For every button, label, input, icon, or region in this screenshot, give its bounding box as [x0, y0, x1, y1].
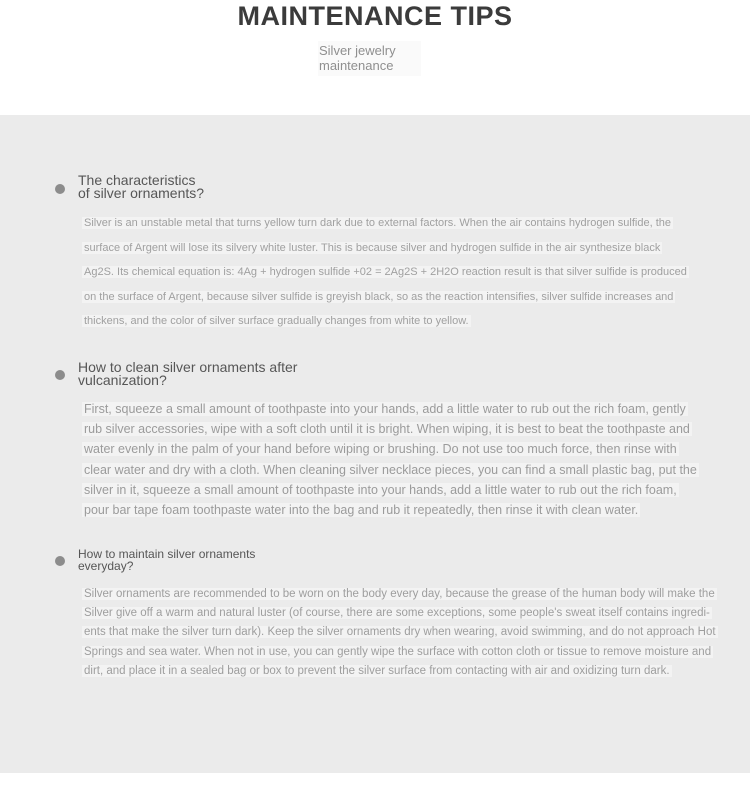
- paragraph-line: [82, 500, 697, 520]
- paragraph-line-text: pour bar tape foam toothpaste water into the bag and rub it repeatedly, then rinse it with clean water.: [84, 503, 639, 518]
- section-2-heading-line-2: vulcanization?: [78, 372, 167, 388]
- section-3-bullet-icon: [55, 556, 65, 566]
- paragraph-line-text: First, squeeze a small amount of toothpaste into your hands, add a little water to rub out the rich foam, gently: [84, 402, 686, 416]
- section-2-paragraph: [82, 399, 697, 520]
- paragraph-line: [82, 211, 697, 236]
- paragraph-line-text: on the surface of Argent, because silver sulfide is greyish black, so as the reaction intensifies, silver sulfide increases and: [84, 290, 674, 303]
- paragraph-line: [82, 662, 697, 681]
- paragraph-line-text: Silver is an unstable metal that turns yellow turn dark due to external factors. When the air contains hydrogen sulfide, the: [84, 217, 671, 229]
- paragraph-line: [82, 623, 716, 642]
- paragraph-line: [82, 285, 697, 310]
- page-title: MAINTENANCE TIPS: [237, 1, 513, 31]
- section-1-heading: [78, 174, 204, 200]
- paragraph-line-text: thickens, and the color of silver surface gradually changes from white to yellow.: [84, 315, 469, 327]
- paragraph-line-text: Ag2S. Its chemical equation is: 4Ag + hydrogen sulfide +02 = 2Ag2S + 2H2O reaction result is that silver sulfide is produced: [84, 266, 687, 278]
- section-1-heading-line-2: of silver ornaments?: [78, 185, 205, 201]
- paragraph-line-text: surface of Argent will lose its silvery white luster. This is because silver and hydrogen sulfide in the air synthesize black: [84, 241, 661, 254]
- subtitle-line-2: maintenance: [319, 58, 394, 73]
- paragraph-line: [82, 460, 697, 480]
- section-3-heading-line-1: How to maintain silver ornaments: [78, 547, 256, 561]
- paragraph-line-text: clear water and dry with a cloth. When cleaning silver necklace pieces, you can find a small plastic bag, put the: [84, 462, 697, 477]
- section-3-heading-line-2: everyday?: [78, 559, 134, 573]
- section-1-bullet-icon: [55, 184, 65, 194]
- paragraph-line: [82, 260, 697, 285]
- paragraph-line: [82, 309, 697, 334]
- paragraph-line: [82, 480, 697, 500]
- section-1-paragraph: [82, 211, 697, 334]
- section-2-heading: [78, 361, 297, 387]
- paragraph-line-text: Silver ornaments are recommended to be worn on the body every day, because the grease of the human body will make the: [84, 588, 715, 600]
- paragraph-line: [82, 643, 712, 662]
- paragraph-line: [82, 439, 697, 459]
- paragraph-line-text: rub silver accessories, wipe with a soft cloth until it is bright. When wiping, it is best to beat the toothpaste and: [84, 422, 690, 437]
- paragraph-line-text: Silver give off a warm and natural luster (of course, there are some exceptions, some people's sweat itself contains ingredi-: [84, 607, 710, 620]
- section-1-heading-line-1: The characteristics: [78, 172, 196, 188]
- section-2-heading-line-1: How to clean silver ornaments after: [78, 359, 298, 375]
- paragraph-line-text: ents that make the silver turn dark). Keep the silver ornaments dry when wearing, avoid swimming, and do not approach Hot: [84, 626, 716, 639]
- page-subtitle: [318, 41, 421, 76]
- paragraph-line: [82, 604, 710, 623]
- subtitle-line-1: Silver jewelry: [319, 43, 396, 58]
- paragraph-line-text: Springs and sea water. When not in use, you can gently wipe the surface with cotton cloth or tissue to remove moisture and: [84, 645, 712, 658]
- section-3-heading: [78, 548, 255, 572]
- section-3-paragraph: [82, 585, 716, 681]
- section-2-bullet-icon: [55, 370, 65, 380]
- paragraph-line-text: water evenly in the palm of your hand before wiping or brushing. Do not use too much force, then rinse with: [84, 442, 677, 457]
- paragraph-line: [82, 399, 697, 419]
- paragraph-line-text: silver in it, squeeze a small amount of toothpaste into your hands, add a little water to rub out the rich foam,: [84, 482, 677, 497]
- paragraph-line-text: dirt, and place it in a sealed bag or box to prevent the silver surface from contacting with air and oxidizing turn dark.: [84, 664, 670, 677]
- paragraph-line: [82, 585, 715, 604]
- paragraph-line: [82, 419, 697, 439]
- paragraph-line: [82, 236, 697, 261]
